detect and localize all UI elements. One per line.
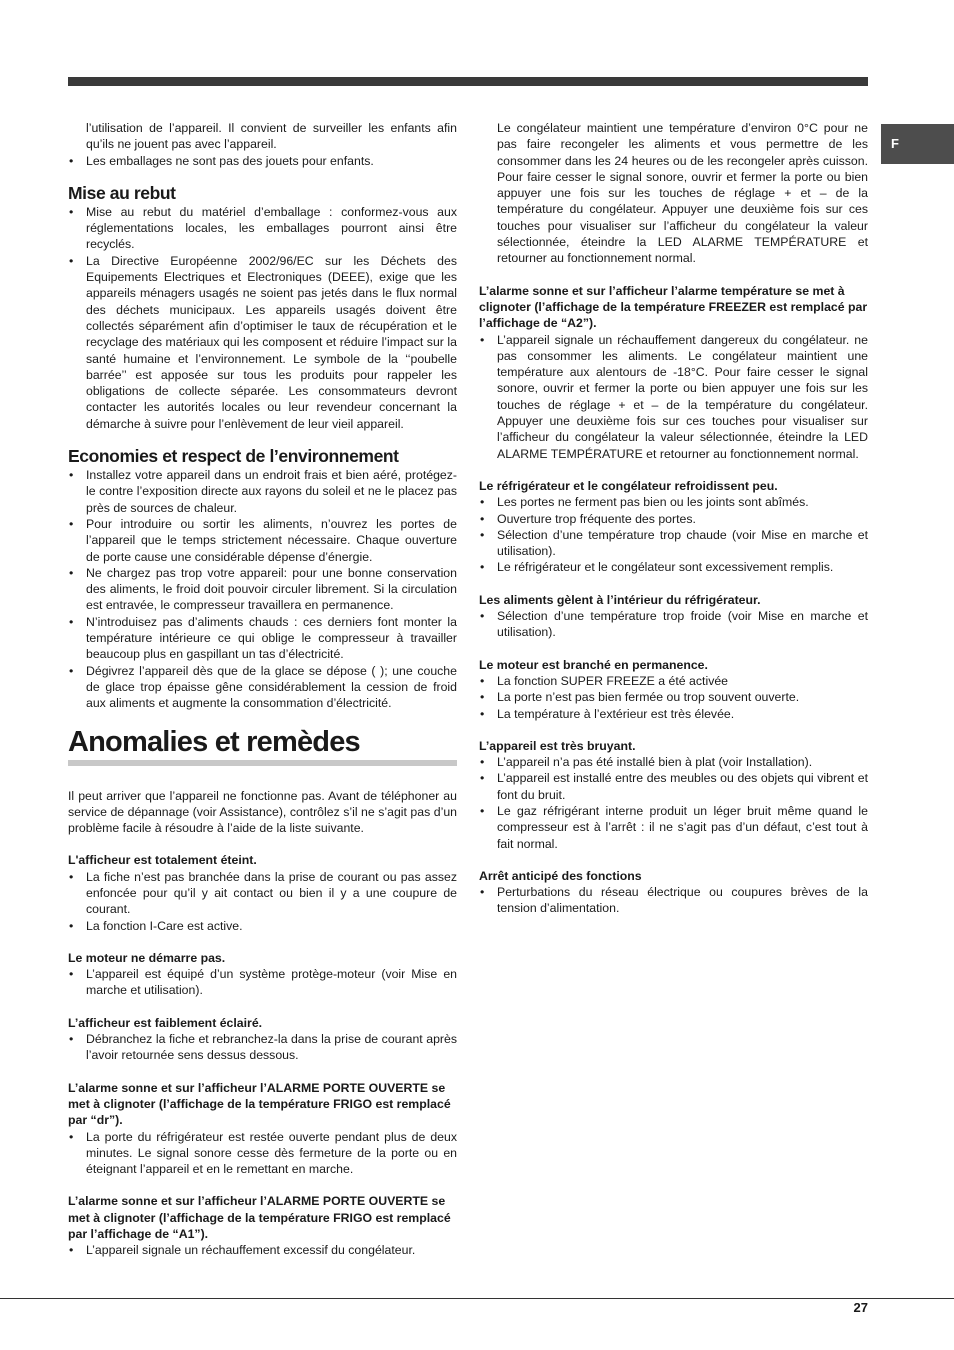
list-remedies [479,494,868,575]
list-item: • Perturbations du réseau électrique ou coupures brèves de la tension d’alimentation. [479,884,868,917]
continued-paragraph: Le congélateur maintient une température d’environ 0°C pour ne pas faire recongeler les aliments et vous permettre de les consommer dans les 24 heures ou de les recongeler après cuisson. Pour faire cesser le signal sonore, ouvrir et fermer la porte ou bien appuyer une fois sur les touches de réglage + et – de la température du congélateur. Appuyer une deuxième fois sur ces touches pour visualiser sur l’afficheur du congélateur la valeur sélectionnée, éteindre la LED ALARME TEMPÉRATURE et retourner au fonctionnement normal. [497,121,868,266]
language-tab: F [881,124,954,164]
list-item: • La fiche n’est pas branchée dans la prise de courant ou pas assez enfoncée pour qu’il y ait contact ou bien il y a une coupure de courant. [68,869,457,918]
list-item: • Les portes ne ferment pas bien ou les joints sont abîmés. [479,494,868,510]
list-remedies [479,332,868,462]
list-item: • La porte du réfrigérateur est restée ouverte pendant plus de deux minutes. Le signal sonore cesse dès fermeture de la porte ou en éteignant l’appareil et en le remettant en marche. [68,1129,457,1178]
problem-heading: Le moteur est branché en permanence. [479,657,708,672]
list-economies [68,467,457,711]
left-column [68,120,457,1259]
right-column [479,120,868,917]
list-remedies [479,673,868,722]
list-cont [68,153,457,169]
list-item: • L’appareil est installé entre des meubles ou des objets qui vibrent et font du bruit. [479,770,868,803]
list-item: • Ouverture trop fréquente des portes. [479,511,868,527]
list-remedies [68,869,457,934]
list-item: • L’appareil signale un réchauffement excessif du congélateur. [68,1242,457,1258]
list-remedies [479,608,868,641]
problem-heading: Les aliments gèlent à l’intérieur du réfrigérateur. [479,592,761,607]
list-item: • Les emballages ne sont pas des jouets pour enfants. [68,153,457,169]
list-item: • Dégivrez l’appareil dès que de la glace se dépose ( ); une couche de glace trop épaisse gêne considérablement la cession de froid aux aliments et augmente la consommation d’électricité. [68,663,457,712]
list-remedies [68,1129,457,1178]
list-remedies [68,966,457,999]
list-item: • Installez votre appareil dans un endroit frais et bien aéré, protégez-le contre l’exposition directe aux rayons du soleil et ne le placez pas près de sources de chaleur. [68,467,457,516]
list-remedies [479,754,868,852]
section-heading-economies: Economies et respect de l’environnement [68,446,399,467]
list-remedies [479,884,868,917]
list-item: • Débranchez la fiche et rebranchez-la dans la prise de courant après l’avoir retournée sens dessus dessous. [68,1031,457,1064]
list-remedies [68,1031,457,1064]
list-item: • Le réfrigérateur et le congélateur sont excessivement remplis. [479,559,868,575]
list-item: • La fonction I-Care est active. [68,918,457,934]
page-title: Anomalies et remèdes [68,726,457,766]
section-heading-mise-au-rebut: Mise au rebut [68,182,176,203]
problem-heading: Le moteur ne démarre pas. [68,950,226,965]
list-item: • Sélection d’une température trop froide (voir Mise en marche et utilisation). [479,608,868,641]
list-item: • L’appareil signale un réchauffement dangereux du congélateur. ne pas consommer les aliments. Le congélateur maintient une température aux alentours de -18°C. Pour faire cesser le signal sonore, ouvrir et fermer la porte ou bien appuyer une fois sur les touches de réglage + et – de la température du congélateur. Appuyer une deuxième fois sur ces touches pour visualiser sur l’afficheur du congélateur la valeur sélectionnée, éteindre la LED ALARME TEMPÉRATURE et retourner au fonctionnement normal. [479,332,868,462]
problem-heading: L’alarme sonne et sur l’afficheur l’ALARME PORTE OUVERTE se met à clignoter (l’affichage de la température FRIGO est remplacé par “dr”). [68,1080,451,1128]
list-item: • La température à l’extérieur est très élevée. [479,706,868,722]
problem-heading: Le réfrigérateur et le congélateur refroidissent peu. [479,478,778,493]
list-item: • N’introduisez pas d’aliments chauds : ces derniers font monter la température intérieure ce qui oblige le compresseur à travailler beaucoup plus en gaspillant un tas d’électricité. [68,614,457,663]
list-item: • La porte n’est pas bien fermée ou trop souvent ouverte. [479,689,868,705]
list-item: • Mise au rebut du matériel d’emballage : conformez-vous aux réglementations locales, les emballages pourront ainsi être recyclés. [68,204,457,253]
problem-heading: L’appareil est très bruyant. [479,738,636,753]
list-item: • L’appareil est équipé d’un système protège-moteur (voir Mise en marche et utilisation). [68,966,457,999]
list-item: • Sélection d’une température trop chaude (voir Mise en marche et utilisation). [479,527,868,560]
problem-heading: L’alarme sonne et sur l’afficheur l’alarme température se met à clignoter (l’affichage de la température FREEZER est remplacé par l’affichage de “A2”). [479,283,868,331]
list-item: • Pour introduire ou sortir les aliments, n’ouvrez les portes de l’appareil que le temps strictement nécessaire. Chaque ouverture de porte cause une considérable dépense d’énergie. [68,516,457,565]
list-mise-au-rebut [68,204,457,432]
page-number: 27 [853,1300,868,1315]
problem-heading: L'afficheur est totalement éteint. [68,853,257,868]
header-rule [68,77,868,86]
problem-heading: Arrêt anticipé des fonctions [479,868,642,883]
problem-heading: L’afficheur est faiblement éclairé. [68,1015,263,1030]
list-item: • Ne chargez pas trop votre appareil: pour une bonne conservation des aliments, le froid doit pouvoir circuler librement. Si la circulation est entravée, le compresseur travaillera en permanence. [68,565,457,614]
continued-paragraph: l’utilisation de l’appareil. Il convient de surveiller les enfants afin qu’ils ne jouent pas avec l’appareil. [86,121,457,152]
list-item: • La fonction SUPER FREEZE a été activée [479,673,868,689]
list-item: • La Directive Européenne 2002/96/EC sur les Déchets des Equipements Electriques et Electroniques (DEEE), exige que les appareils ménagers usagés ne soient pas jetés dans le flux normal des déchets municipaux. Les appareils usagés doivent être collectés séparément afin d’optimiser le taux de récupération et le recyclage des matériaux qui les composent et réduire l’impact sur la santé humaine et l’environnement. Le symbole de la ‘‘poubelle barrée’’ est apposée sur tous les produits pour rappeler les obligations de collecte séparée. Les consommateurs devront contacter les autorités locales ou leur revendeur concernant la démarche à suivre pour l’enlèvement de leur vieil appareil. [68,253,457,432]
list-remedies [68,1242,457,1258]
intro-paragraph: Il peut arriver que l’appareil ne fonctionne pas. Avant de téléphoner au service de dépannage (voir Assistance), contrôlez s’il ne s’agit pas d’un problème facile à résoudre à l’aide de la liste suivante. [68,788,457,836]
problem-heading: L’alarme sonne et sur l’afficheur l’ALARME PORTE OUVERTE se met à clignoter (l’affichage de la température FRIGO est remplacé par l’affichage de “A1”). [68,1194,451,1242]
footer-rule [0,1298,954,1299]
list-item: • Le gaz réfrigérant interne produit un léger bruit même quand le compresseur est à l’arrêt : il ne s’agit pas d’un défaut, c’est tout à fait normal. [479,803,868,852]
list-item: • L’appareil n’a pas été installé bien à plat (voir Installation). [479,754,868,770]
